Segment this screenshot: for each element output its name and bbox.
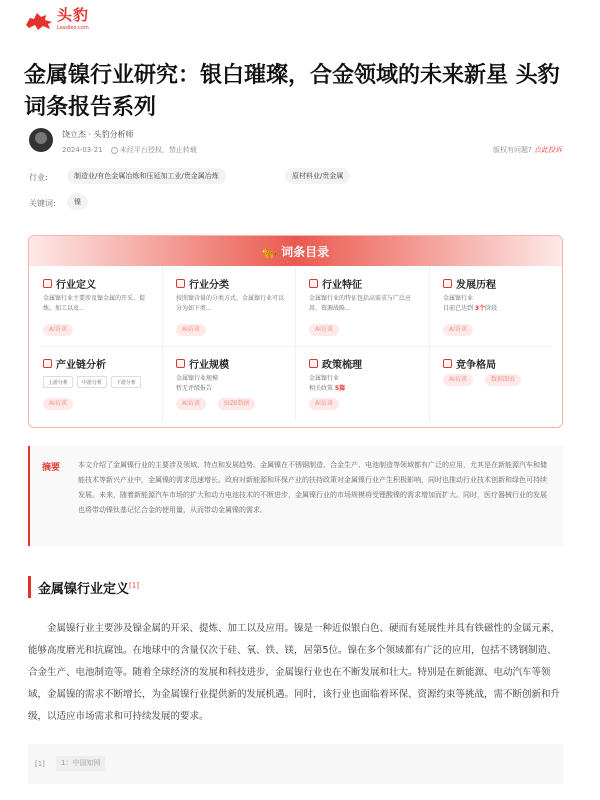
reference-mark[interactable]: [1] xyxy=(129,581,139,590)
card-title: 行业特征 xyxy=(322,280,362,291)
ai-interview-badge[interactable]: AI访谈 xyxy=(176,324,206,336)
card-title: 行业规模 xyxy=(189,360,229,371)
report-link[interactable]: 点此投诉 xyxy=(534,146,562,154)
section-heading: 金属镍行业定义[1] xyxy=(38,581,139,597)
directory-card-chain[interactable] xyxy=(29,348,162,428)
card-desc: 金属镍行业主要涉及镍金属的开采、提炼、加工以及... xyxy=(43,295,146,312)
author-name[interactable]: 饶立杰 xyxy=(62,130,86,139)
leopard-logo-icon xyxy=(24,9,54,31)
directory-card-features[interactable] xyxy=(295,268,428,348)
article-meta xyxy=(62,145,197,155)
flag-icon xyxy=(443,279,452,288)
directory-card-policy[interactable] xyxy=(295,348,428,428)
search-doc-icon xyxy=(43,279,52,288)
bar-chart-icon xyxy=(176,359,185,368)
feedback-question: 版权有问题? xyxy=(493,146,532,154)
directory-card-scale[interactable] xyxy=(162,348,295,428)
card-title: 行业分类 xyxy=(189,280,229,291)
abstract-label: 摘要 xyxy=(42,463,61,473)
avatar[interactable] xyxy=(29,128,53,152)
keyword-tag[interactable]: 镍 xyxy=(67,194,88,210)
ai-interview-badge[interactable]: AI访谈 xyxy=(309,398,339,410)
card-desc: 按照镍含量的分类方式，金属镍行业可以分为如下类... xyxy=(176,295,285,312)
brand-name: 头豹 xyxy=(57,6,90,24)
page-title: 金属镍行业研究：银白璀璨，合金领域的未来新星 头豹词条报告系列 xyxy=(24,63,560,120)
midstream-button[interactable]: 中游分析 xyxy=(77,376,107,388)
ai-interview-badge[interactable]: AI访谈 xyxy=(443,324,473,336)
brand-url: Leadleo.com xyxy=(57,25,89,31)
author-role: · 头豹分析师 xyxy=(88,130,134,139)
info-icon xyxy=(111,147,118,154)
abstract-box xyxy=(28,446,563,546)
directory-header xyxy=(29,236,562,266)
ai-interview-badge[interactable]: AI访谈 xyxy=(43,398,73,410)
publish-date: 2024-03-21 xyxy=(62,146,103,154)
keywords-label: 关键词: xyxy=(29,199,56,208)
directory-card-history[interactable] xyxy=(429,268,562,348)
directory-title: 🐆 词条目录 xyxy=(261,245,330,259)
card-title: 竞争格局 xyxy=(456,360,496,371)
directory-card-classification[interactable] xyxy=(162,268,295,348)
ai-interview-badge[interactable]: AI访谈 xyxy=(176,398,206,410)
brand-logo[interactable] xyxy=(24,8,89,31)
reference-box xyxy=(28,744,563,784)
directory-card-competition[interactable] xyxy=(429,348,562,428)
card-desc: 金属镍行业的特征包括高需求与广泛应用、资源战略... xyxy=(309,295,412,312)
reference-number: [1] xyxy=(35,760,45,768)
directory-panel xyxy=(28,235,563,428)
copyright-feedback xyxy=(493,145,562,155)
leopard-icon: 🐆 xyxy=(261,245,277,259)
downstream-button[interactable]: 下游分析 xyxy=(111,376,141,388)
card-desc: 金属镍行业 目前已达到 3个阶段 xyxy=(443,295,498,312)
section-body: 金属镍行业主要涉及镍金属的开采、提炼、加工以及应用。镍是一种近似银白色、硬而有延展性并具有铁磁性的金属元素，能够高度磨光和抗腐蚀。在地球中的含量仅次于硅、氧、铁、镁，居第5位。镍在多个领域都有广泛的应用，包括不锈钢制造、合金生产、电池制造等。随着全球经济的发展和科技进步，金属镍行业也在不断发展和壮大。特别是在新能源、电动汽车等领域，金属镍的需求不断增长，为金属镍行业提供新的发展机遇。同时，该行业也面临着环保、资源约束等挑战，需不断创新和升级，以适应市场需求和可持续发展的要求。 xyxy=(28,623,561,722)
card-title: 政策梳理 xyxy=(322,360,362,371)
ai-interview-badge[interactable]: AI访谈 xyxy=(443,374,473,386)
card-title: 行业定义 xyxy=(56,280,96,291)
card-desc: 金属镍行业规模 暂无评级报告 xyxy=(176,375,219,392)
industry-tag[interactable]: 制造业/有色金属冶炼和压延加工业/贵金属冶炼 xyxy=(67,168,226,184)
upstream-button[interactable]: 上游分析 xyxy=(43,376,73,388)
section-accent-bar xyxy=(28,576,31,598)
chain-icon xyxy=(43,359,52,368)
hierarchy-icon xyxy=(176,279,185,288)
chart-data-badge[interactable]: 数据图表 xyxy=(485,374,521,386)
grid-icon xyxy=(309,279,318,288)
card-title: 发展历程 xyxy=(456,280,496,291)
industry-tag[interactable]: 原材料业/贵金属 xyxy=(285,168,350,184)
copyright-notice: 未经平台授权，禁止转载 xyxy=(111,145,197,155)
card-desc: 金属镍行业 相关政策 5篇 xyxy=(309,375,346,392)
target-icon xyxy=(443,359,452,368)
card-title: 产业链分析 xyxy=(56,360,106,371)
author-line xyxy=(62,129,134,140)
ai-interview-badge[interactable]: AI访谈 xyxy=(43,324,73,336)
directory-card-definition[interactable] xyxy=(29,268,162,348)
reference-source[interactable]: 1：中国知网 xyxy=(56,756,105,771)
size-data-badge[interactable]: SIZE数据 xyxy=(218,398,255,410)
document-icon xyxy=(309,359,318,368)
abstract-text: 本文介绍了金属镍行业的主要涉及领域、特点和发展趋势。金属镍在不锈钢制造、合金生产、电池制造等领域都有广泛的应用，尤其是在新能源汽车和储能技术等新兴产业中，金属镍的需求迅速增长。政府对新能源和环保产业的扶持政策对金属镍行业产生积极影响，同时也推动行业技术创新和绿色可持续发展。未来，随着新能源汽车市场的扩大和动力电池技术的不断进步，金属镍行业的市场规模将受锂酸镍的需求增加而扩大。同时，医疗器械行业的发展也将带动镍钛基记忆合金的使用量，从而带动金属镍的需求。 xyxy=(78,461,547,514)
ai-interview-badge[interactable]: AI访谈 xyxy=(309,324,339,336)
industry-label: 行业: xyxy=(29,173,48,182)
